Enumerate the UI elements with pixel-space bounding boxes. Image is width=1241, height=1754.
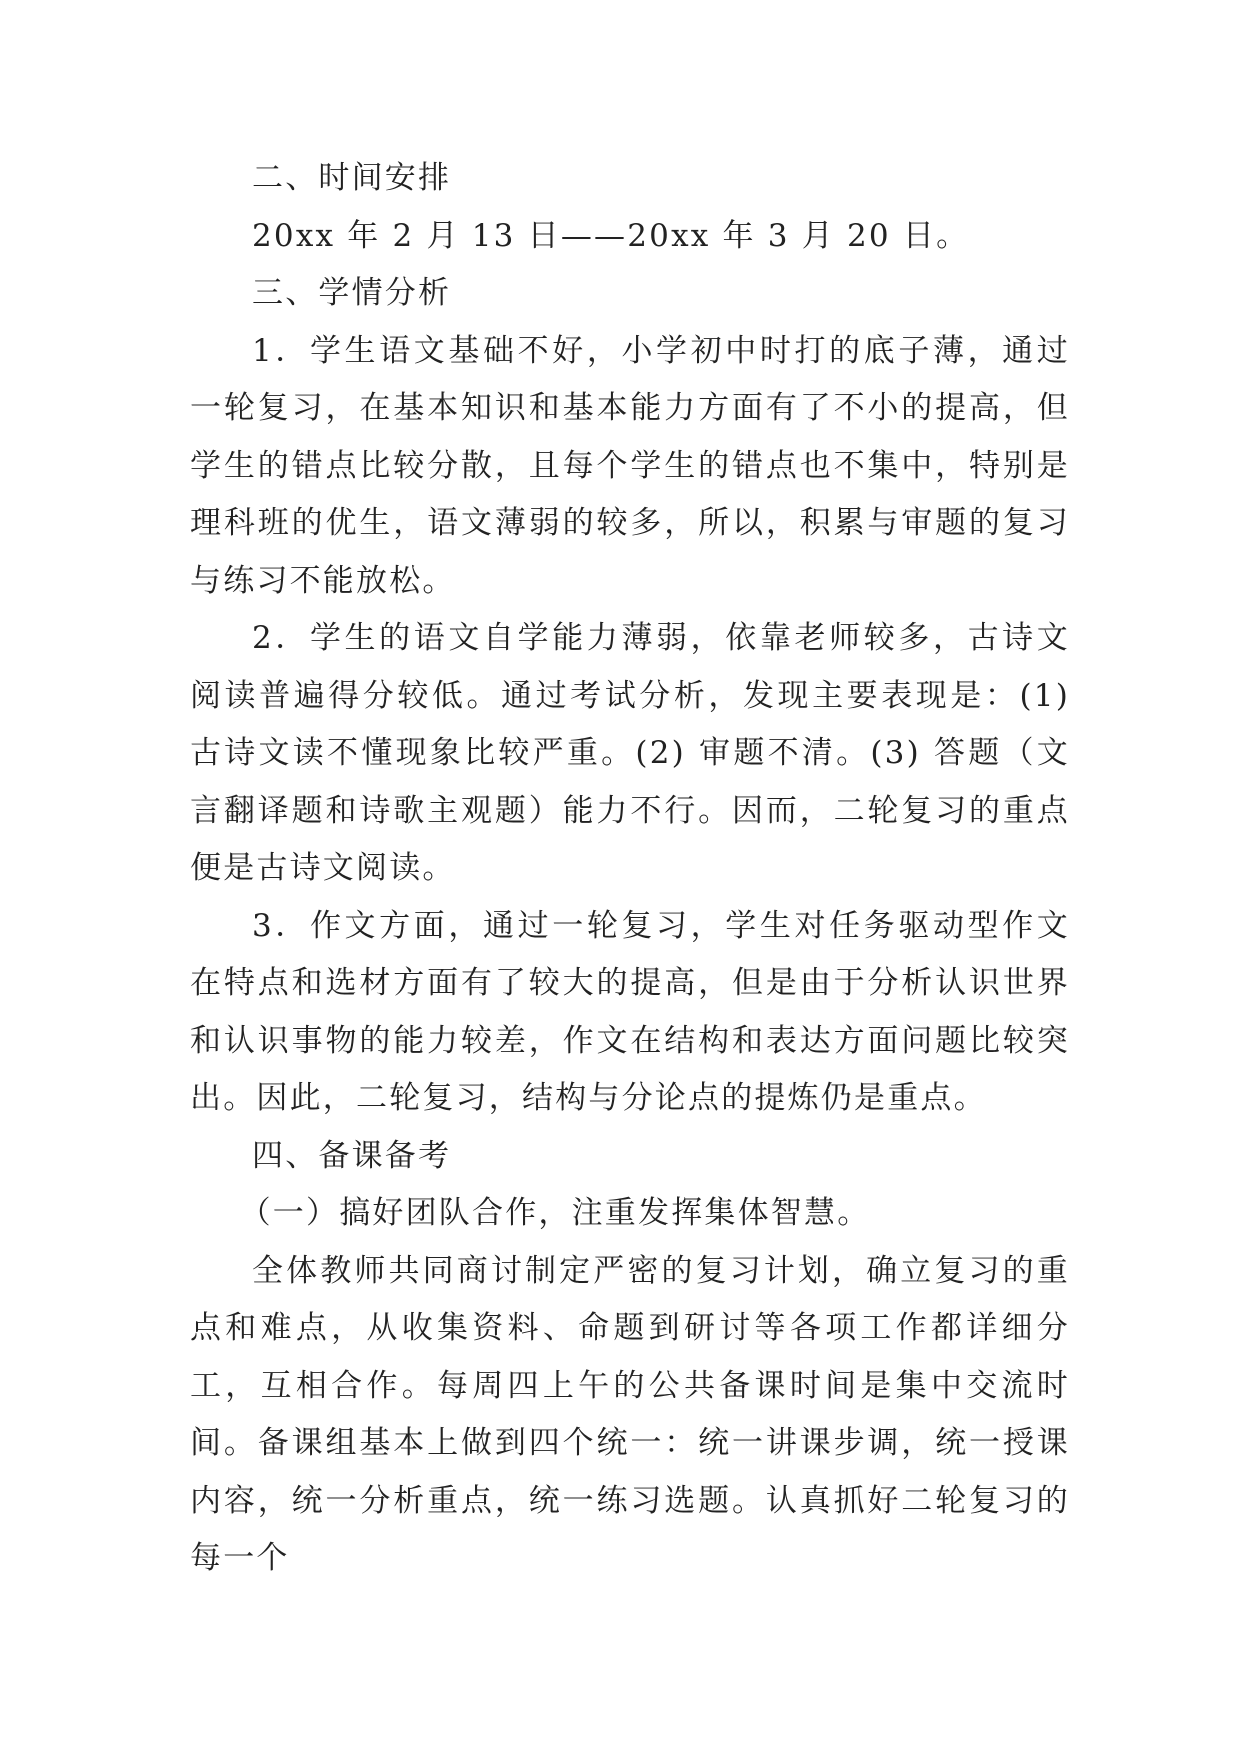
analysis-paragraph-2: 2．学生的语文自学能力薄弱，依靠老师较多，古诗文阅读普遍得分较低。通过考试分析，发现主要表现是：(1) 古诗文读不懂现象比较严重。(2) 审题不清。(3) 答题（文言翻译题和诗歌主观题）能力不行。因而，二轮复习的重点便是古诗文阅读。: [190, 620, 1070, 886]
analysis-paragraph-1: 1．学生语文基础不好，小学初中时打的底子薄，通过一轮复习，在基本知识和基本能力方面有了不小的提高，但学生的错点比较分散，且每个学生的错点也不集中，特别是理科班的优生，语文薄弱的较多，所以，积累与审题的复习与练习不能放松。: [190, 332, 1070, 599]
section-heading-time: 二、时间安排: [252, 160, 452, 196]
analysis-paragraph-3: 3．作文方面，通过一轮复习，学生对任务驱动型作文在特点和选材方面有了较大的提高，但是由于分析认识世界和认识事物的能力较差，作文在结构和表达方面问题比较突出。因此，二轮复习，结构与分论点的提炼仍是重点。: [190, 907, 1070, 1116]
subsection-heading-teamwork: （一）搞好团队合作，注重发挥集体智慧。: [239, 1195, 871, 1231]
prep-paragraph: 全体教师共同商讨制定严密的复习计划，确立复习的重点和难点，从收集资料、命题到研讨等各项工作都详细分工，互相合作。每周四上午的公共备课时间是集中交流时间。备课组基本上做到四个统一：统一讲课步调，统一授课内容，统一分析重点，统一练习选题。认真抓好二轮复习的每一个: [190, 1252, 1070, 1576]
time-range-text: 20xx 年 2 月 13 日——20xx 年 3 月 20 日。: [252, 217, 970, 254]
section-heading-analysis: 三、学情分析: [252, 275, 452, 311]
section-heading-prep: 四、备课备考: [252, 1137, 452, 1174]
document-body: [190, 150, 1070, 1588]
